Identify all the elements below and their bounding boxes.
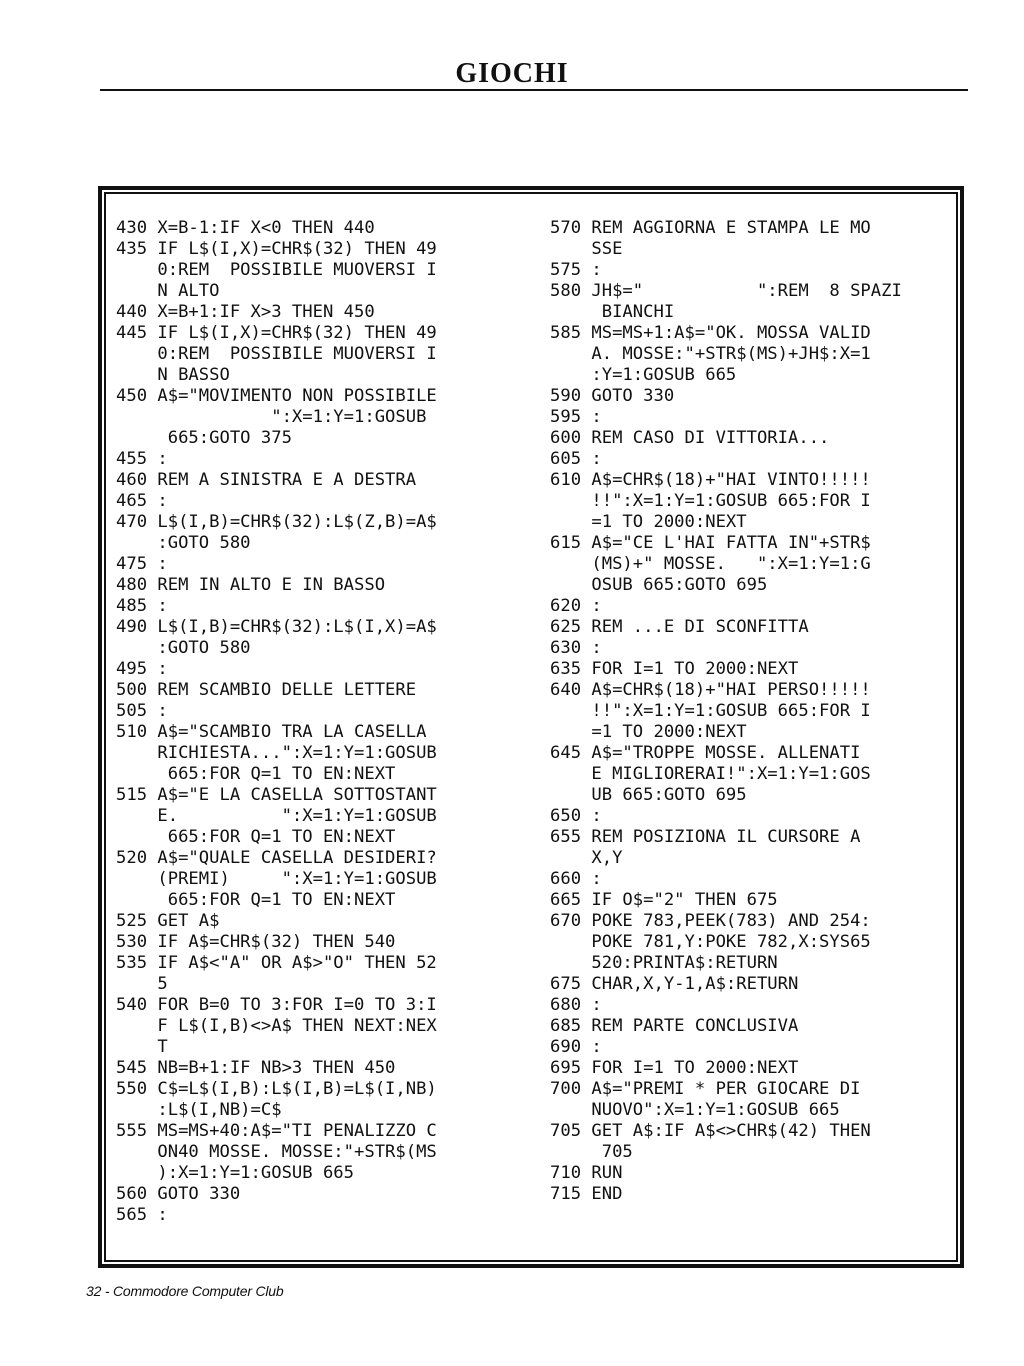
code-line: X,Y [550,848,623,868]
code-line: 690 : [550,1037,602,1057]
code-line: :Y=1:GOSUB 665 [550,365,737,385]
code-line: 625 REM ...E DI SCONFITTA [550,617,809,637]
page-section-title: GIOCHI [455,58,569,89]
code-line: 510 A$="SCAMBIO TRA LA CASELLA [116,722,427,742]
code-line: 500 REM SCAMBIO DELLE LETTERE [116,680,417,700]
code-line: 670 POKE 783,PEEK(783) AND 254: [550,911,871,931]
code-line: 540 FOR B=0 TO 3:FOR I=0 TO 3:I [116,995,437,1015]
header-rule [100,89,968,91]
code-line: E. ":X=1:Y=1:GOSUB [116,806,437,826]
code-line: 430 X=B-1:IF X<0 THEN 440 [116,218,375,238]
code-line: 435 IF L$(I,X)=CHR$(32) THEN 49 [116,239,437,259]
code-line: 5 [116,974,168,994]
code-line: 550 C$=L$(I,B):L$(I,B)=L$(I,NB) [116,1079,437,1099]
code-line: 630 : [550,638,602,658]
code-line: N BASSO [116,365,230,385]
code-line: 525 GET A$ [116,911,220,931]
code-line: 675 CHAR,X,Y-1,A$:RETURN [550,974,799,994]
code-line: 685 REM PARTE CONCLUSIVA [550,1016,799,1036]
code-line: N ALTO [116,281,220,301]
code-line: :GOTO 580 [116,533,251,553]
page-footer: 32 - Commodore Computer Club [86,1283,284,1299]
code-line: 595 : [550,407,602,427]
code-line: E MIGLIORERAI!":X=1:Y=1:GOS [550,764,871,784]
code-line: 545 NB=B+1:IF NB>3 THEN 450 [116,1058,396,1078]
code-line: POKE 781,Y:POKE 782,X:SYS65 [550,932,871,952]
code-line: 665:GOTO 375 [116,428,292,448]
code-line: 535 IF A$<"A" OR A$>"O" THEN 52 [116,953,437,973]
code-line: 505 : [116,701,168,721]
code-line: 470 L$(I,B)=CHR$(32):L$(Z,B)=A$ [116,512,437,532]
code-line: 0:REM POSSIBILE MUOVERSI I [116,260,437,280]
code-line: F L$(I,B)<>A$ THEN NEXT:NEX [116,1016,437,1036]
code-line: 455 : [116,449,168,469]
code-line: 520:PRINTA$:RETURN [550,953,778,973]
code-line: 465 : [116,491,168,511]
code-line: 705 GET A$:IF A$<>CHR$(42) THEN [550,1121,871,1141]
code-line: 715 END [550,1184,623,1204]
code-line: 610 A$=CHR$(18)+"HAI VINTO!!!!! [550,470,871,490]
code-line: A. MOSSE:"+STR$(MS)+JH$:X=1 [550,344,871,364]
code-line: UB 665:GOTO 695 [550,785,747,805]
code-line: RICHIESTA...":X=1:Y=1:GOSUB [116,743,437,763]
listing-right-column [550,218,950,1205]
code-line: 695 FOR I=1 TO 2000:NEXT [550,1058,799,1078]
code-line: 640 A$=CHR$(18)+"HAI PERSO!!!!! [550,680,871,700]
code-line: 680 : [550,995,602,1015]
code-line: 495 : [116,659,168,679]
code-line: 460 REM A SINISTRA E A DESTRA [116,470,417,490]
code-line: ":X=1:Y=1:GOSUB [116,407,427,427]
code-line: SSE [550,239,623,259]
code-line: 590 GOTO 330 [550,386,675,406]
code-line: 580 JH$=" ":REM 8 SPAZI [550,281,902,301]
code-line: !!":X=1:Y=1:GOSUB 665:FOR I [550,701,871,721]
code-line: 450 A$="MOVIMENTO NON POSSIBILE [116,386,437,406]
code-line: 665:FOR Q=1 TO EN:NEXT [116,764,396,784]
code-line: 0:REM POSSIBILE MUOVERSI I [116,344,437,364]
code-line: 515 A$="E LA CASELLA SOTTOSTANT [116,785,437,805]
code-line: 645 A$="TROPPE MOSSE. ALLENATI [550,743,861,763]
code-line: ON40 MOSSE. MOSSE:"+STR$(MS [116,1142,437,1162]
code-line: BIANCHI [550,302,675,322]
code-line: 620 : [550,596,602,616]
code-line: 530 IF A$=CHR$(32) THEN 540 [116,932,396,952]
code-line: (MS)+" MOSSE. ":X=1:Y=1:G [550,554,871,574]
code-line: :GOTO 580 [116,638,251,658]
code-line: 655 REM POSIZIONA IL CURSORE A [550,827,861,847]
code-line: 600 REM CASO DI VITTORIA... [550,428,830,448]
code-line: !!":X=1:Y=1:GOSUB 665:FOR I [550,491,871,511]
code-line: 665:FOR Q=1 TO EN:NEXT [116,890,396,910]
code-line: 485 : [116,596,168,616]
code-line: 665 IF O$="2" THEN 675 [550,890,778,910]
code-line: :L$(I,NB)=C$ [116,1100,282,1120]
code-line: 555 MS=MS+40:A$="TI PENALIZZO C [116,1121,437,1141]
code-line: 705 [550,1142,633,1162]
code-line: =1 TO 2000:NEXT [550,512,747,532]
code-line: 585 MS=MS+1:A$="OK. MOSSA VALID [550,323,871,343]
listing-left-column [116,218,514,1226]
code-line: =1 TO 2000:NEXT [550,722,747,742]
code-line: 440 X=B+1:IF X>3 THEN 450 [116,302,375,322]
code-line: 700 A$="PREMI * PER GIOCARE DI [550,1079,861,1099]
code-line: 570 REM AGGIORNA E STAMPA LE MO [550,218,871,238]
code-line: 475 : [116,554,168,574]
code-line: 520 A$="QUALE CASELLA DESIDERI? [116,848,437,868]
code-line: 650 : [550,806,602,826]
code-line: NUOVO":X=1:Y=1:GOSUB 665 [550,1100,840,1120]
code-line: 660 : [550,869,602,889]
code-line: 565 : [116,1205,168,1225]
code-line: 445 IF L$(I,X)=CHR$(32) THEN 49 [116,323,437,343]
code-line: 560 GOTO 330 [116,1184,241,1204]
code-line: OSUB 665:GOTO 695 [550,575,768,595]
code-line: ):X=1:Y=1:GOSUB 665 [116,1163,354,1183]
code-line: T [116,1037,168,1057]
code-line: 605 : [550,449,602,469]
code-line: 575 : [550,260,602,280]
code-line: 710 RUN [550,1163,623,1183]
code-line: 480 REM IN ALTO E IN BASSO [116,575,386,595]
code-line: (PREMI) ":X=1:Y=1:GOSUB [116,869,437,889]
code-line: 490 L$(I,B)=CHR$(32):L$(I,X)=A$ [116,617,437,637]
code-line: 615 A$="CE L'HAI FATTA IN"+STR$ [550,533,871,553]
code-line: 665:FOR Q=1 TO EN:NEXT [116,827,396,847]
code-line: 635 FOR I=1 TO 2000:NEXT [550,659,799,679]
